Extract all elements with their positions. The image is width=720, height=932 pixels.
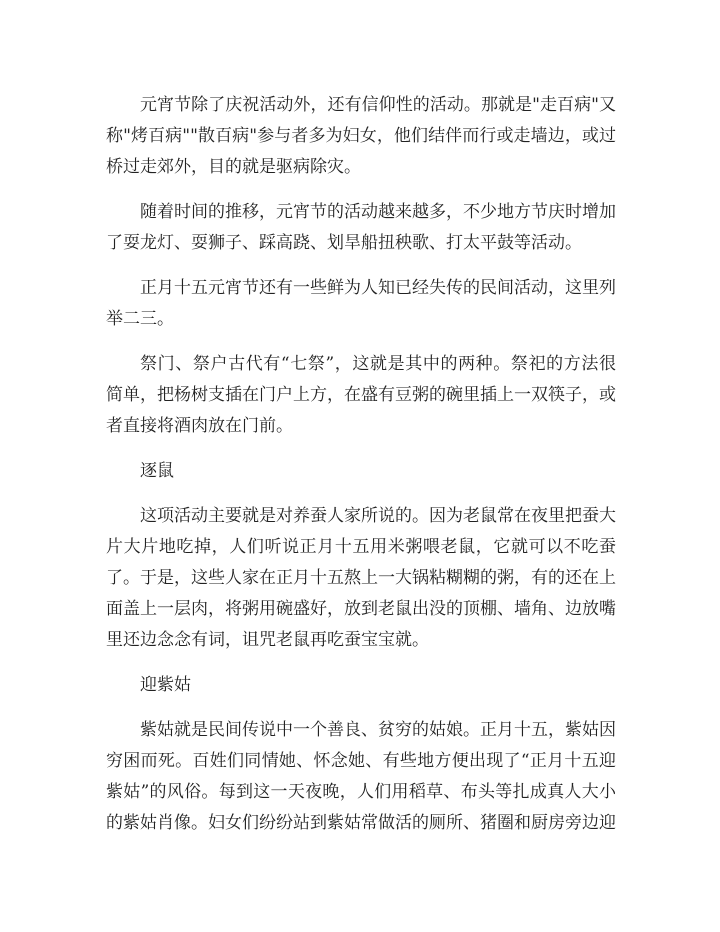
section-heading-yingzigu: 迎紫姑 <box>140 675 191 695</box>
paragraph-zoubaibing: 元宵节除了庆祝活动外，还有信仰性的活动。那就是"走百病"又称"烤百病""散百病"参与者多为妇女，他们结伴而行或走墙边，或过桥过走郊外，目的就是驱病除灾。 <box>106 95 616 177</box>
section-heading-zhushu: 逐鼠 <box>140 461 174 481</box>
paragraph-lost-folk-activities: 正月十五元宵节还有一些鲜为人知已经失传的民间活动，这里列举二三。 <box>106 278 616 329</box>
paragraph-zhushu: 这项活动主要就是对养蚕人家所说的。因为老鼠常在夜里把蚕大片大片地吃掉，人们听说正月十五用米粥喂老鼠，它就可以不吃蚕了。于是，这些人家在正月十五熬上一大锅粘糊糊的粥，有的还在上面盖上一层肉，将粥用碗盛好，放到老鼠出没的顶棚、墙角、边放嘴里还边念念有词，诅咒老鼠再吃蚕宝宝就。 <box>106 506 616 650</box>
paragraph-jimen-jihu: 祭门、祭户古代有“七祭”，这就是其中的两种。祭祀的方法很简单，把杨树支插在门户上方，在盛有豆粥的碗里插上一双筷子，或者直接将酒肉放在门前。 <box>106 354 616 436</box>
paragraph-yingzigu: 紫姑就是民间传说中一个善良、贫穷的姑娘。正月十五，紫姑因穷困而死。百姓们同情她、怀念她、有些地方便出现了“正月十五迎紫姑”的风俗。每到这一天夜晚，人们用稻草、布头等扎成真人大小的紫姑肖像。妇女们纷纷站到紫姑常做活的厕所、猪圈和厨房旁边迎 <box>106 720 616 833</box>
paragraph-activities-increase: 随着时间的推移，元宵节的活动越来越多，不少地方节庆时增加了耍龙灯、耍狮子、踩高跷、划旱船扭秧歌、打太平鼓等活动。 <box>106 202 616 253</box>
document-body <box>106 90 616 853</box>
